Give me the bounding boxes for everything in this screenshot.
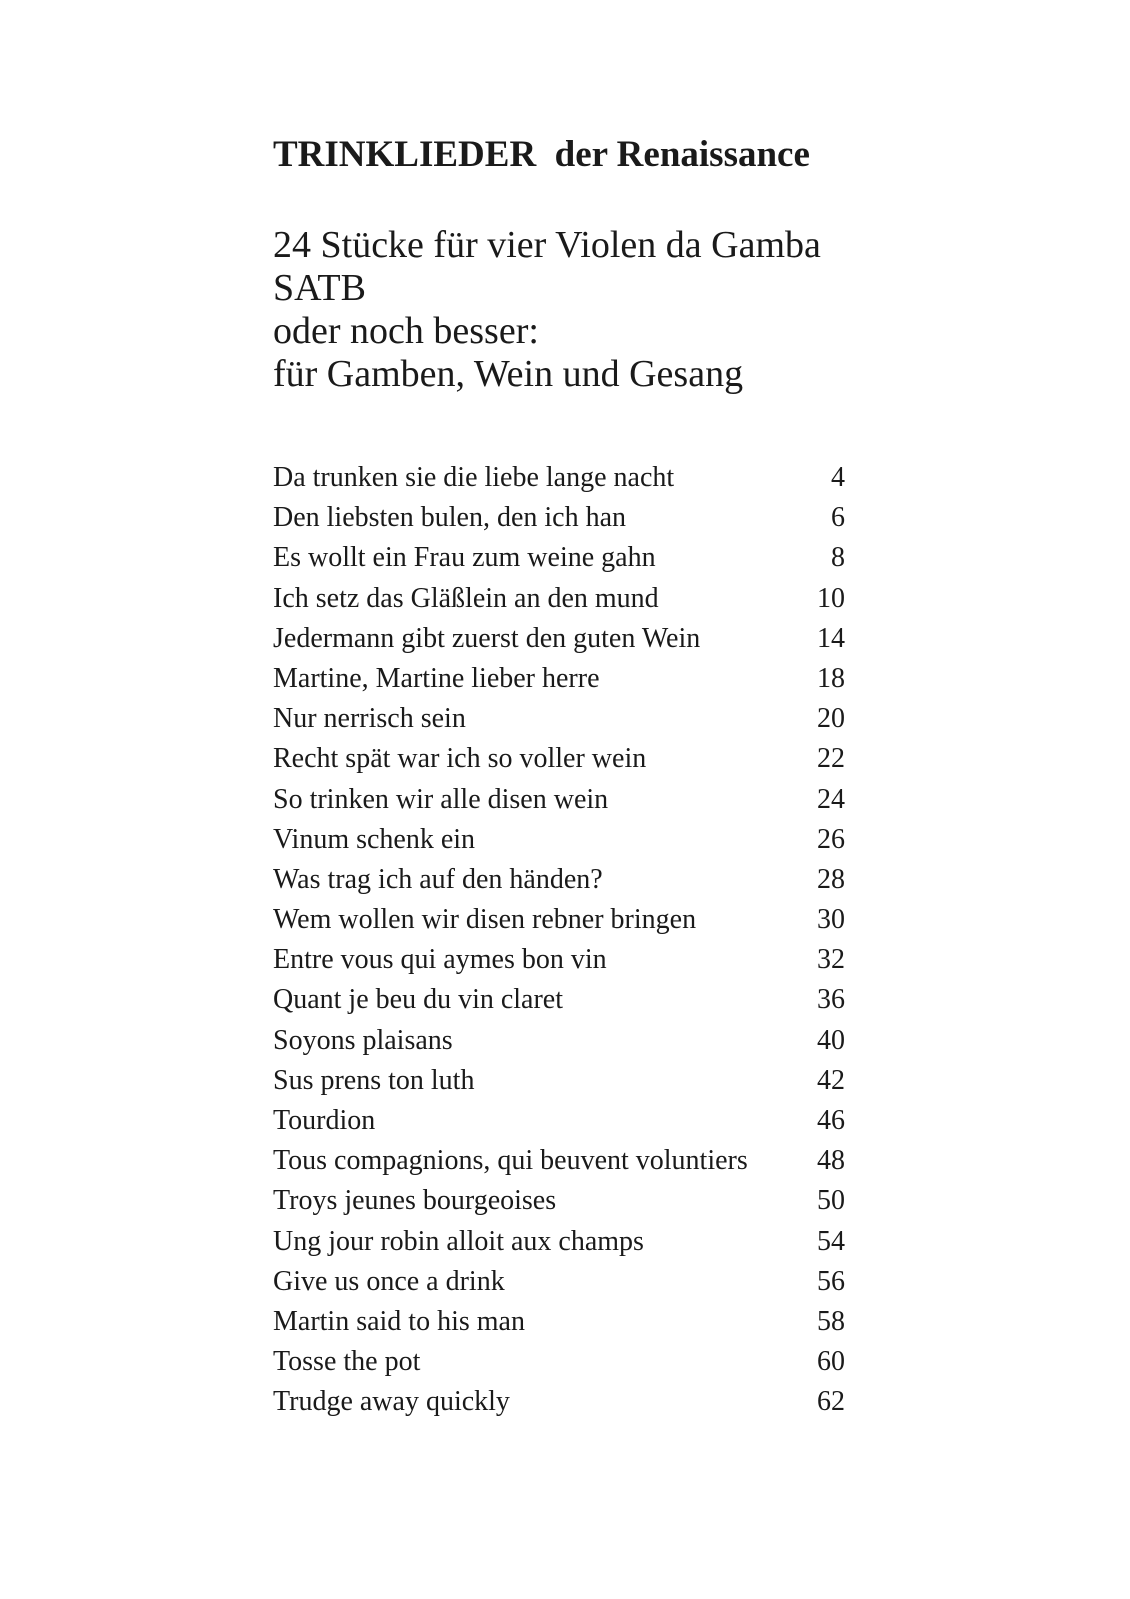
toc-entry-title: Recht spät war ich so voller wein: [273, 743, 647, 775]
toc-entry: [273, 458, 845, 498]
toc-entry-page-number: 24: [817, 783, 845, 815]
toc-entry: [273, 739, 845, 779]
toc-entry: [273, 1061, 845, 1101]
toc-entry-page-number: 18: [817, 662, 845, 694]
toc-entry-title: Troys jeunes bourgeoises: [273, 1185, 557, 1217]
toc-entry: [273, 940, 845, 980]
toc-entry-page-number: 40: [817, 1024, 845, 1056]
toc-entry: [273, 619, 845, 659]
toc-entry: [273, 780, 845, 820]
toc-entry-page-number: 22: [817, 743, 845, 775]
toc-entry-page-number: 60: [817, 1346, 845, 1378]
toc-entry-page-number: 10: [817, 582, 845, 614]
subtitle-line: 24 Stücke für vier Violen da Gamba: [273, 224, 821, 266]
toc-entry-page-number: 32: [817, 944, 845, 976]
toc-entry-title: Sus prens ton luth: [273, 1064, 475, 1096]
toc-entry-title: Martin said to his man: [273, 1305, 525, 1337]
toc-entry-title: Es wollt ein Frau zum weine gahn: [273, 542, 656, 574]
toc-entry-page-number: 8: [831, 542, 845, 574]
toc-entry-page-number: 62: [817, 1386, 845, 1418]
toc-entry-title: Wem wollen wir disen rebner bringen: [273, 904, 697, 936]
toc-entry-title: Jedermann gibt zuerst den guten Wein: [273, 622, 701, 654]
toc-entry: [273, 1222, 845, 1262]
toc-entry-page-number: 42: [817, 1064, 845, 1096]
toc-entry-page-number: 6: [831, 502, 845, 534]
table-of-contents: [273, 458, 845, 1423]
toc-entry-title: Tourdion: [273, 1105, 376, 1136]
toc-entry-title: Tous compagnions, qui beuvent voluntiers: [273, 1145, 748, 1177]
toc-entry: [273, 1181, 845, 1221]
subtitle-block: [273, 224, 821, 396]
toc-entry-title: Quant je beu du vin claret: [273, 984, 564, 1016]
subtitle-line: SATB: [273, 267, 366, 309]
toc-entry: [273, 1262, 845, 1302]
toc-entry: [273, 980, 845, 1020]
toc-entry-page-number: 14: [817, 622, 845, 654]
toc-entry-title: So trinken wir alle disen wein: [273, 783, 609, 815]
toc-entry-title: Was trag ich auf den händen?: [273, 863, 603, 895]
toc-entry-title: Give us once a drink: [273, 1265, 505, 1297]
toc-entry-title: Vinum schenk ein: [273, 823, 476, 855]
toc-entry-page-number: 48: [817, 1145, 845, 1177]
toc-entry: [273, 860, 845, 900]
toc-entry-page-number: 58: [817, 1305, 845, 1337]
toc-entry: [273, 1382, 845, 1422]
toc-entry: [273, 699, 845, 739]
toc-entry: [273, 659, 845, 699]
toc-entry-page-number: 4: [831, 462, 845, 493]
toc-entry: [273, 1141, 845, 1181]
toc-entry-page-number: 50: [817, 1185, 845, 1217]
toc-entry: [273, 900, 845, 940]
toc-entry: [273, 579, 845, 619]
toc-entry-title: Den liebsten bulen, den ich han: [273, 502, 627, 534]
document-title: TRINKLIEDER der Renaissance: [273, 134, 810, 175]
toc-entry-page-number: 30: [817, 904, 845, 936]
subtitle-line: oder noch besser:: [273, 310, 539, 352]
toc-entry-title: Tosse the pot: [273, 1346, 421, 1378]
toc-entry-title: Ich setz das Gläßlein an den mund: [273, 582, 659, 614]
toc-entry: [273, 538, 845, 578]
toc-entry-title: Trudge away quickly: [273, 1386, 510, 1418]
subtitle-line: für Gamben, Wein und Gesang: [273, 353, 744, 395]
toc-entry: [273, 1021, 845, 1061]
toc-entry: [273, 820, 845, 860]
toc-entry-title: Entre vous qui aymes bon vin: [273, 944, 607, 976]
toc-entry-title: Da trunken sie die liebe lange nacht: [273, 462, 675, 493]
toc-entry-page-number: 54: [817, 1225, 845, 1257]
toc-entry-page-number: 46: [817, 1105, 845, 1136]
toc-entry-title: Soyons plaisans: [273, 1024, 453, 1056]
toc-entry: [273, 1342, 845, 1382]
toc-entry-title: Ung jour robin alloit aux champs: [273, 1225, 644, 1257]
toc-entry-page-number: 36: [817, 984, 845, 1016]
toc-entry: [273, 498, 845, 538]
toc-entry: [273, 1101, 845, 1141]
toc-entry-page-number: 56: [817, 1265, 845, 1297]
toc-entry-page-number: 20: [817, 703, 845, 735]
toc-entry: [273, 1302, 845, 1342]
toc-entry-title: Martine, Martine lieber herre: [273, 662, 600, 694]
toc-entry-page-number: 26: [817, 823, 845, 855]
toc-entry-page-number: 28: [817, 863, 845, 895]
toc-entry-title: Nur nerrisch sein: [273, 703, 466, 735]
